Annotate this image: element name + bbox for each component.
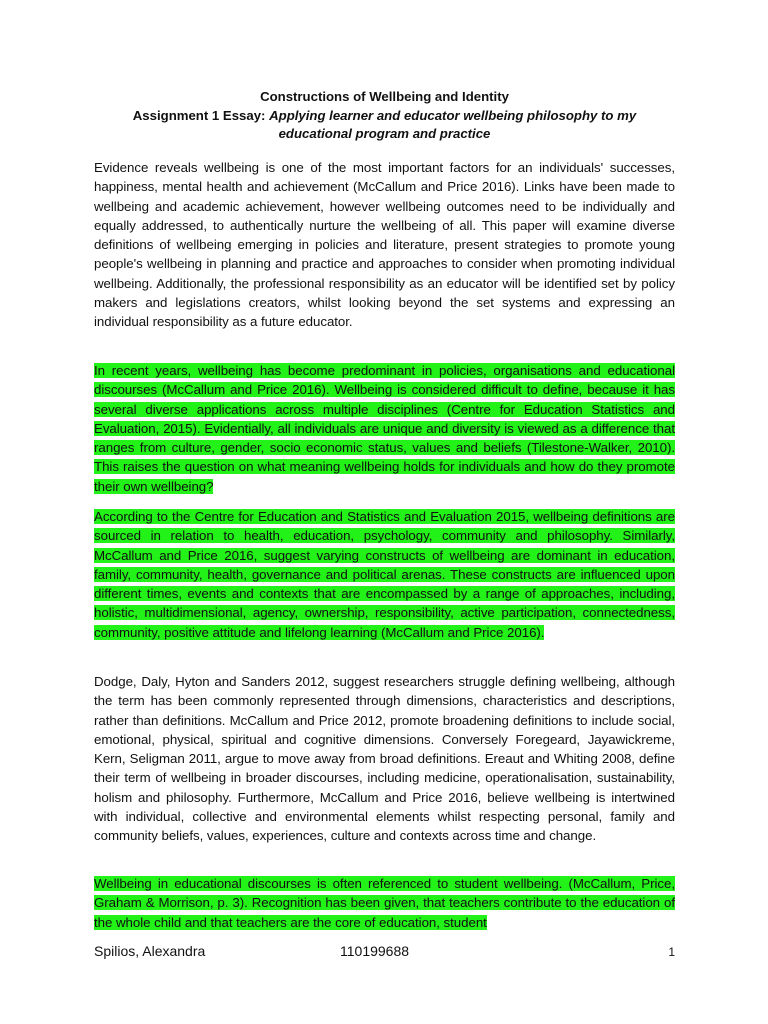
paragraph-highlighted (94, 507, 675, 642)
paragraph-text: Evidence reveals wellbeing is one of the most important factors for an individuals' successes, happiness, mental health and achievement (McCallum and Price 2016). Links have been made to wellbeing and academic achievement, however wellbeing outcomes need to be individually and equally addressed, to authentically nurture the wellbeing of all. This paper will examine diverse definitions of wellbeing emerging in policies and literature, present strategies to promote young people's wellbeing in planning and practice and approaches to consider when promoting individual wellbeing. Additionally, the professional responsibility as an educator will be identified set by policy makers and legislations creators, whilst looking beyond the set systems and expressing an individual responsibility as a future educator. (94, 160, 675, 330)
assignment-title-part1: Applying learner and educator wellbeing philosophy to my (269, 107, 637, 123)
paragraph-introduction (94, 158, 675, 332)
paragraph-text: Wellbeing in educational discourses is often referenced to student wellbeing. (McCallum, Price, Graham & Morrison, p. 3). Recognition has been given, that teachers contribute to the education of the whole child and that teachers are the core of education, student (94, 876, 675, 930)
course-title: Constructions of Wellbeing and Identity (260, 89, 509, 104)
page-footer (94, 943, 675, 963)
paragraph-highlighted (94, 874, 675, 932)
paragraph-text: In recent years, wellbeing has become predominant in policies, organisations and educational discourses (McCallum and Price 2016). Wellbeing is considered difficult to define, because it has several diverse applications across multiple disciplines (Centre for Education Statistics and Evaluation, 2015). Evidentially, all individuals are unique and diversity is viewed as a difference that ranges from culture, gender, socio economic status, values and beliefs (Tilestone-Walker, 2010). This raises the question on what meaning wellbeing holds for individuals and how do they promote their own wellbeing? (94, 363, 675, 494)
assignment-title-line (94, 107, 675, 126)
paragraph-text: According to the Centre for Education and Statistics and Evaluation 2015, wellbeing definitions are sourced in relation to health, education, psychology, community and philosophy. Similarly, McCallum and Price 2016, suggest varying constructs of wellbeing are dominant in education, family, community, health, governance and political arenas. These constructs are influenced upon different times, events and contexts that are encompassed by a range of approaches, including, holistic, multidimensional, agency, ownership, responsibility, active participation, connectedness, community, positive attitude and lifelong learning (McCallum and Price 2016). (94, 509, 675, 640)
footer-student-id: 110199688 (340, 943, 410, 959)
footer-author: Spilios, Alexandra (94, 943, 206, 959)
assignment-label: Assignment 1 Essay: (132, 107, 270, 123)
title-block (94, 88, 675, 144)
paragraph-definitions (94, 672, 675, 846)
paragraph-text: Dodge, Daly, Hyton and Sanders 2012, suggest researchers struggle defining wellbeing, although the term has been commonly represented through dimensions, characteristics and descriptions, rather than definitions. McCallum and Price 2012, promote broadening definitions to include social, emotional, physical, spiritual and cognitive dimensions. Conversely Foregeard, Jayawickreme, Kern, Seligman 2011, argue to move away from broad definitions. Ereaut and Whiting 2008, define their term of wellbeing in broader discourses, including medicine, operationalisation, sustainability, holism and philosophy. Furthermore, McCallum and Price 2016, believe wellbeing is intertwined with individual, collective and environmental elements whilst respecting personal, family and community beliefs, values, experiences, culture and contexts across time and change. (94, 674, 675, 844)
page-number: 1 (668, 945, 675, 959)
paragraph-highlighted (94, 361, 675, 496)
assignment-title-part2: educational program and practice (278, 126, 491, 141)
